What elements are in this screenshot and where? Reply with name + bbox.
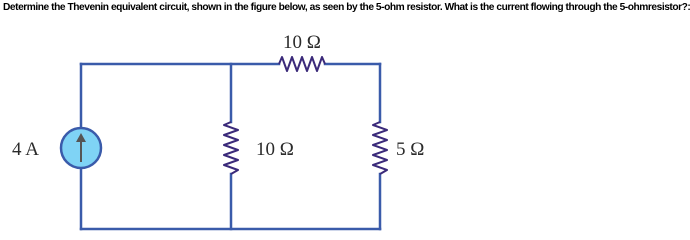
load-resistor — [373, 122, 387, 174]
middle-resistor — [224, 122, 238, 174]
load-resistor-label: 5 Ω — [396, 139, 425, 160]
source-label: 4 A — [12, 139, 39, 160]
top-resistor — [279, 57, 325, 71]
current-source — [61, 128, 101, 168]
question-text: Determine the Thevenin equivalent circuit, shown in the figure below, as seen by the 5-ohm resistor. What is the current flowing through the 5-ohmresistor?: — [3, 2, 690, 13]
middle-resistor-label: 10 Ω — [256, 139, 294, 160]
top-resistor-label: 10 Ω — [283, 32, 321, 53]
